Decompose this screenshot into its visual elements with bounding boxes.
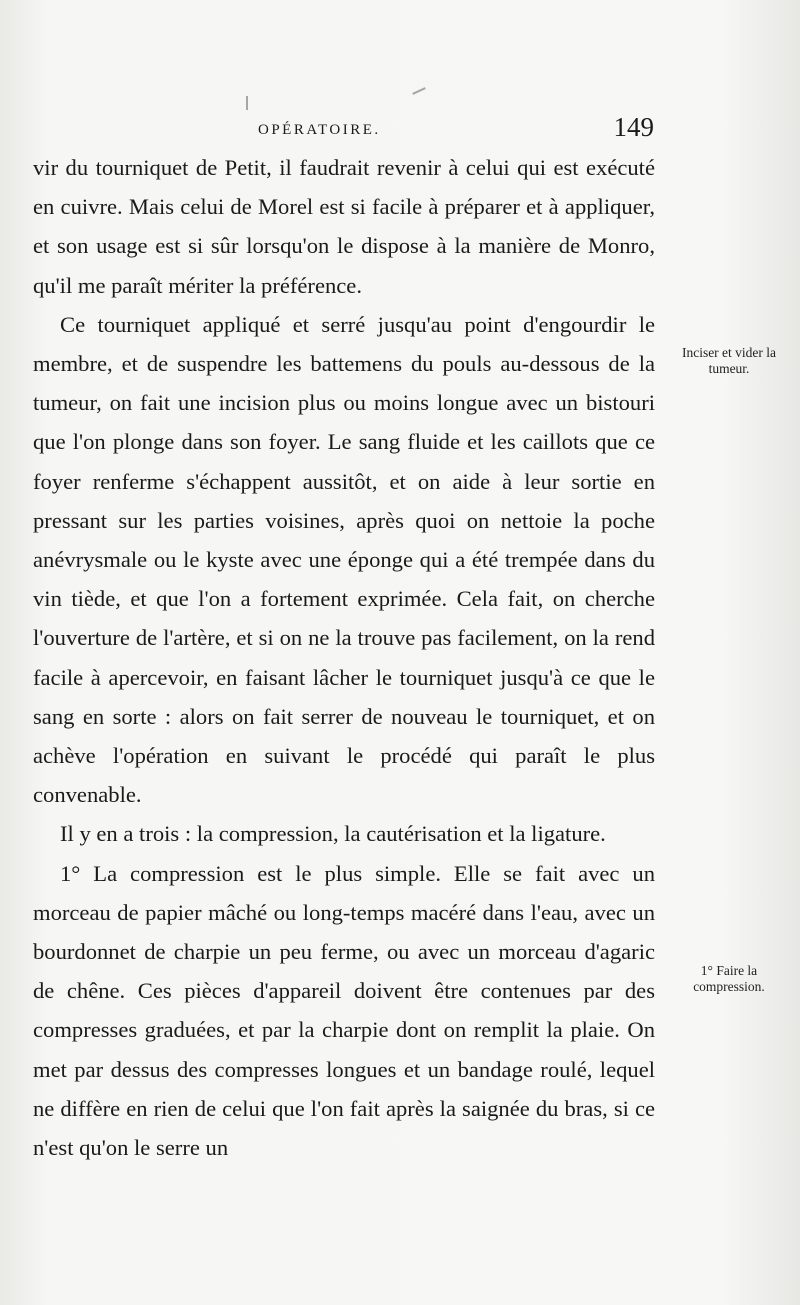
ink-mark <box>412 87 426 95</box>
running-head: OPÉRATOIRE. <box>258 122 381 138</box>
paragraph: vir du tourniquet de Petit, il faudrait revenir à celui qui est exécuté en cuivre. Mais celui de Morel est si facile à préparer et à appliquer, et son usage est si sûr lorsqu'on le dispose à la manière de Monro, qu'il me paraît mériter la préférence. <box>33 155 655 298</box>
paragraph: 1° La compression est le plus simple. Elle se fait avec un morceau de papier mâché ou long-temps macéré dans l'eau, avec un bourdonnet de charpie un peu ferme, ou avec un morceau d'agaric de chêne. Ces pièces d'appareil doivent être contenues par des compresses graduées, et par la charpie dont on remplit la plaie. On met par dessus des compresses longues et un bandage roulé, lequel ne diffère en rien de celui que l'on fait après la saignée du bras, si ce n'est qu'on le serre un <box>33 860 655 1161</box>
margin-note: Inciser et vider la tumeur. <box>681 345 777 376</box>
ink-mark <box>246 96 248 110</box>
body-text <box>33 148 655 1167</box>
paragraph: Ce tourniquet appliqué et serré jusqu'au point d'engourdir le membre, et de suspendre les battemens du pouls au-dessous de la tumeur, on fait une incision plus ou moins longue avec un bistouri que l'on plonge dans son foyer. Le sang fluide et les caillots que ce foyer renferme s'échappent aussitôt, et on aide à leur sortie en pressant sur les parties voisines, après quoi on nettoie la poche anévrysmale ou le kyste avec une éponge qui a été trempée dans du vin tiède, et que l'on a fortement exprimée. Cela fait, on cherche l'ouverture de l'artère, et si on ne la trouve pas facilement, on la rend facile à apercevoir, en faisant lâcher le tourniquet jusqu'à ce que le sang en sorte : alors on fait serrer de nouveau le tourniquet, et on achève l'opération en suivant le procédé qui paraît le plus convenable. <box>33 311 655 808</box>
paragraph: Il y en a trois : la compression, la cautérisation et la ligature. <box>60 821 606 847</box>
margin-note: 1° Faire la compression. <box>693 963 765 994</box>
page-number: 149 <box>613 112 654 142</box>
page-header <box>30 112 660 152</box>
